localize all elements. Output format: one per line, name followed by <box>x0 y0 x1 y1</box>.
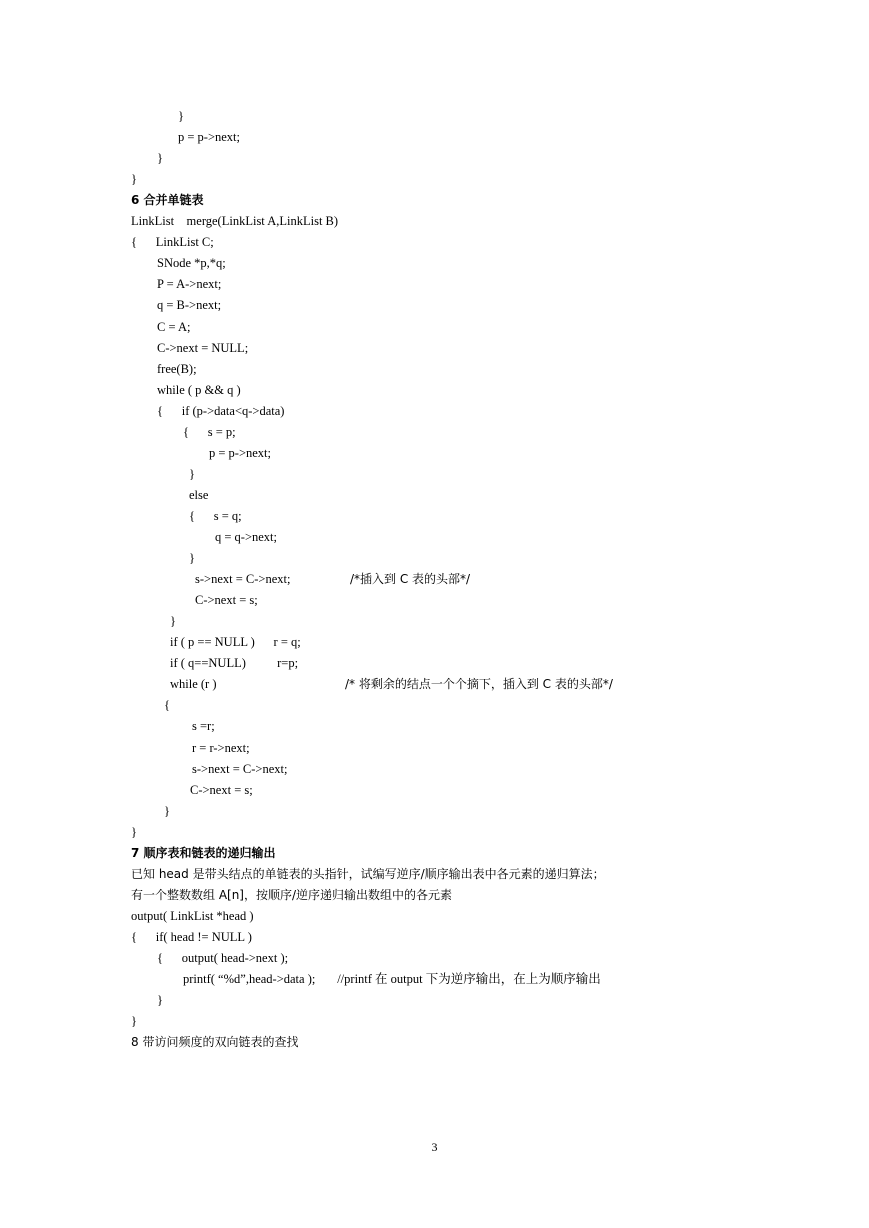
text-line: } <box>189 467 195 481</box>
text-line: { s = q; <box>189 509 242 523</box>
text-line: printf( “%d”,head->data ); //printf 在 output 下为逆序输出，在上为顺序输出 <box>183 972 601 986</box>
text-line: } <box>131 825 137 839</box>
text-line: s->next = C->next; <box>195 572 291 586</box>
text-line: C = A; <box>157 320 191 334</box>
text-line: { if( head != NULL ) <box>131 930 252 944</box>
text-line: q = q->next; <box>215 530 278 544</box>
text-line: 已知 head 是带头结点的单链表的头指针，试编写逆序/顺序输出表中各元素的递归算法； <box>131 867 605 881</box>
page-number: 3 <box>431 1140 438 1154</box>
text-line: } <box>131 172 137 186</box>
text-line: } <box>164 804 170 818</box>
text-line: while (r ) <box>170 677 217 691</box>
text-line: free(B); <box>157 362 197 376</box>
text-line: 8 带访问频度的双向链表的查找 <box>131 1035 299 1049</box>
text-line: } <box>157 151 163 165</box>
text-line: s->next = C->next; <box>192 762 288 776</box>
text-line: C->next = s; <box>195 593 258 607</box>
text-line: while ( p && q ) <box>157 383 241 397</box>
text-line: if ( q==NULL) r=p; <box>170 656 299 670</box>
text-line: else <box>189 488 209 502</box>
text-line: } <box>131 1014 137 1028</box>
text-line: { LinkList C; <box>131 235 214 249</box>
code-comment: /* 将剩余的结点一个个摘下，插入到 C 表的头部*/ <box>345 677 613 691</box>
text-line: C->next = s; <box>190 783 253 797</box>
text-line: P = A->next; <box>157 277 222 291</box>
text-line: if ( p == NULL ) r = q; <box>170 635 301 649</box>
text-line: } <box>178 109 184 123</box>
text-line: { s = p; <box>183 425 236 439</box>
text-line: } <box>170 614 176 628</box>
text-line: q = B->next; <box>157 298 222 312</box>
text-line: C->next = NULL; <box>157 341 249 355</box>
text-line: s =r; <box>192 719 215 733</box>
code-comment: /*插入到 C 表的头部*/ <box>350 572 471 586</box>
text-line: } <box>189 551 195 565</box>
text-line: { if (p->data<q->data) <box>157 404 285 418</box>
text-line: { output( head->next ); <box>157 951 289 965</box>
text-line: output( LinkList *head ) <box>131 909 254 923</box>
section-heading: 6 合并单链表 <box>131 193 204 207</box>
text-line: { <box>164 698 170 712</box>
text-line: 有一个整数数组 A[n]，按顺序/逆序递归输出数组中的各元素 <box>131 888 453 902</box>
text-line: p = p->next; <box>178 130 241 144</box>
text-line: r = r->next; <box>192 741 250 755</box>
text-line: SNode *p,*q; <box>157 256 226 270</box>
section-heading: 7 顺序表和链表的递归输出 <box>131 846 276 860</box>
text-line: } <box>157 993 163 1007</box>
text-line: p = p->next; <box>209 446 272 460</box>
text-line: LinkList merge(LinkList A,LinkList B) <box>131 214 339 228</box>
